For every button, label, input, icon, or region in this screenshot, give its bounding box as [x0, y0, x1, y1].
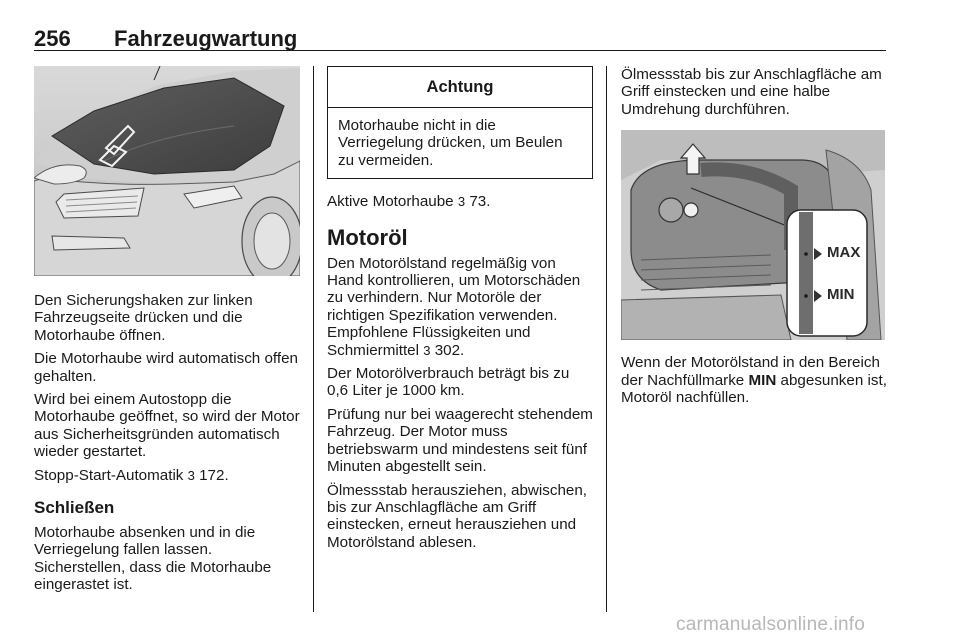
page-reference[interactable]: 73.: [469, 193, 491, 211]
paragraph-text: Den Motorölstand regelmäßig von Hand kontrollieren, um Motorschäden zu verhindern. Nur Motoröle der richtigen Spezifikation verwenden. Empfohlene Flüssigkeiten und Schmiermittel: [327, 254, 581, 359]
warning-title: Achtung: [328, 67, 592, 108]
engine-bay-image: [621, 130, 885, 340]
page-reference-icon: 3: [423, 342, 431, 358]
min-mark-label: MIN: [748, 371, 777, 389]
paragraph: Wird bei einem Autostopp die Motorhaube geöffnet, so wird der Motor aus Sicherheitsgründen automatisch wieder gestartet.: [34, 391, 300, 461]
page-reference-icon: 3: [187, 467, 195, 483]
paragraph: Prüfung nur bei waagerecht stehendem Fahrzeug. Der Motor muss betriebswarm und mindestens seit fünf Minuten abgestellt sein.: [327, 405, 593, 476]
watermark: carmanualsonline.info: [676, 614, 866, 635]
page-number: 256: [34, 26, 71, 51]
column-divider: [313, 66, 314, 612]
paragraph: [621, 354, 891, 406]
page-reference-icon: 3: [457, 194, 466, 210]
page-reference[interactable]: 172.: [199, 466, 229, 484]
section-heading: Motoröl: [327, 224, 408, 250]
car-hood-image: [34, 66, 300, 276]
paragraph: Ölmessstab herausziehen, abwischen, bis zur Anschlagfläche am Griff einstecken, erneut herausziehen und Motorölstand ablesen.: [327, 481, 588, 551]
paragraph: Der Motorölverbrauch beträgt bis zu 0,6 Liter je 1000 km.: [327, 365, 570, 400]
paragraph: Ölmessstab bis zur Anschlagfläche am Griff einstecken und eine halbe Umdrehung durchführen.: [621, 66, 882, 118]
column-divider: [606, 66, 607, 612]
page-header: [34, 22, 886, 51]
hood-illustration: [34, 66, 300, 276]
column-right: [621, 66, 891, 412]
paragraph-text: Aktive Motorhaube: [327, 193, 458, 211]
paragraph: Den Sicherungshaken zur linken Fahrzeugseite drücken und die Motorhaube öffnen.: [34, 292, 253, 344]
chapter-title: Fahrzeugwartung: [114, 26, 298, 51]
dipstick-max-label: MAX: [827, 244, 861, 262]
engine-illustration: [621, 130, 885, 340]
page-reference[interactable]: 302.: [434, 341, 465, 359]
paragraph: Die Motorhaube wird automatisch offen gehalten.: [34, 350, 298, 385]
warning-box: [327, 66, 593, 179]
dipstick-min-label: MIN: [827, 286, 855, 304]
paragraph-text: abgesunken ist, Motoröl nachfüllen.: [621, 371, 887, 407]
warning-body: [328, 108, 592, 178]
column-left: [34, 66, 300, 600]
oil-cap-icon: [684, 203, 698, 217]
column-middle: [327, 66, 593, 557]
paragraph: Motorhaube absenken und in die Verriegelung fallen lassen. Sicherstellen, dass die Motorhaube eingerastet ist.: [34, 524, 272, 594]
section-heading: Schließen: [34, 498, 115, 518]
paragraph-text: Wenn der Motorölstand in den Bereich der Nachfüllmarke: [621, 354, 880, 389]
paragraph-text: Stopp-Start-Automatik: [34, 466, 188, 484]
paragraph: [327, 255, 593, 359]
paragraph: [34, 467, 300, 484]
paragraph: [327, 193, 593, 210]
warning-text: Motorhaube nicht in die Verriegelung drücken, um Beulen zu vermeiden.: [338, 117, 563, 169]
